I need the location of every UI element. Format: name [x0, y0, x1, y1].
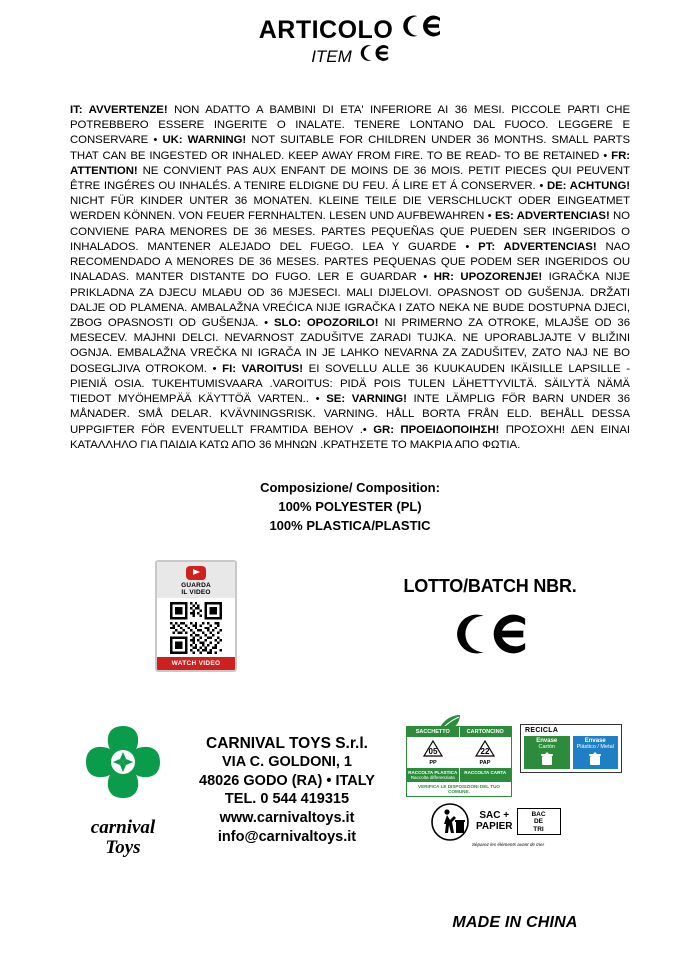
video-badge-header — [157, 562, 235, 599]
company-info-block — [172, 734, 402, 847]
paper-code-cell — [459, 740, 511, 766]
svg-text:22: 22 — [480, 746, 490, 756]
recicla-bins — [521, 736, 621, 773]
recycling-symbols-block — [400, 714, 630, 847]
svg-text:carnival: carnival — [90, 816, 156, 838]
composition-block — [0, 479, 700, 536]
bac-line-2: DE — [533, 818, 544, 826]
recycling-bin-icon — [539, 752, 555, 766]
sac-papier-note: Séparez les éléments avant de trier — [471, 841, 545, 847]
multilingual-warnings-text: IT: AVVERTENZE! NON ADATTO A BAMBINI DI ETA' INFERIORE AI 36 MESI. PICCOLE PARTI CHE POTREBBERO ESSERE INGERITE O INALATE. TENERE LONTANO DAL FUOCO. LEGGERE E CONSERVARE • UK: WARNING! NOT SUITABLE FOR CHILDREN UNDER 36 MONTHS. SMALL PARTS THAT CAN BE INGESTED OR INHALED. KEEP AWAY FROM FIRE. TO BE READ- TO BE RETAINED • FR: ATTENTION! NE CONVIENT PAS AUX ENFANT DE MOINS DE 36 MOIS. PETIT PIECES QUI PEUVENT ÊTRE INGÉRES OU INHALÉS. A TENIRE ELDIGNE DU FEU. Á LIRE ET Á CONSERVER. • DE: ACHTUNG! NICHT FÜR KINDER UNTER 36 MONATEN. KLEINE TEILE DIE VERSCHLUCKT ODER EINGEATMET WERDEN KÖNNEN. VON FEUER FERNHALTEN. LESEN UND AUFBEWAHREN • ES: ADVERTENCIAS! NO CONVIENE PARA MENORES DE 36 MESES. PARTES PEQUEÑAS QUE PUEDEN SER INGERIDOS O INHALADOS. MANTENER ALEJADO DEL FUEGO. LEA Y GUARDE • PT: ADVERTENCIAS! NAO RECOMENDADO A MENORES DE 36 MESES. PARTES PEQUENAS QUE PODEM SER INGERIDOS OU INALADAS. MANTER DISTANTE DO FUGO. LER E GUARDAR • HR: UPOZORENJE! IGRAČKA NIJE PRIKLADNA ZA DJECU MLAĐU OD 36 MJESECI. MALI DIJELOVI. OPASNOST OD GUŠENJA. DRŽATI DALJE OD PLAMENA. AMBALAŽNA VREĆICA NIJE IGRAČKA I ZATO NEKA NE BUDE DOSTUPNA DJECI, ZBOG OPASNOSTI OD GUŠENJA. • SLO: OPOZORILO! NI PRIMERNO ZA OTROKE, MLAJŠE OD 36 MESECEV. MAJHNI DELCI. NEVARNOST ZADUŠITVE ZARADI TUJKA. NE UPORABLJAJTE V BLIŽINI OGNJA. EMBALAŽNA VREČKA NI IGRAČA IN JE LAHKO NEVARNA ZA ZADUŠITEV, ZATO NAJ NE BO DOSEGLJIVA OTROKOM. • FI: VAROITUS! EI SOVELLU ALLE 36 KUUKAUDEN IKÄISILLE LAPSILLE - PIENIÄ OSIA. TUKEHTUMISVAARA .VAROITUS: PIDÄ POIS TULEN LÄHETTYVILTÄ. SÄILYTÄ NÄMÄ TIEDOT MYÖHEMPÄÄ KÄYTTÖÄ VARTEN.. • SE: VARNING! INTE LÄMPLIG FÖR BARN UNDER 36 MÅNADER. SMÅ DELAR. KVÄVNINGSRISK. VARNING. HÅLL BORTA FRÅN ELD. BEHÅLL DESSA UPPGIFTER FÖR EVENTUELLT FRAMTIDA BEHOV .• GR: ΠΡΟΕΙΔΟΠΟΙΗΣΗ! ΠΡΟΣΟΧΗ! ΔΕΝ ΕΙΝΑΙ ΚΑΤΑΛΛΗΛΟ ΓΙΑ ΠΑΙΔΙΑ ΚΑΤΩ ΑΠΟ 36 ΜΗΝΩΝ .ΚΡΑΤΗΣΕΤΕ ΤΟ ΜΑΚΡΙΑ ΑΠΟ ΦΩΤΙΑ. — [70, 103, 631, 451]
composition-title: Composizione/ Composition: — [260, 479, 440, 495]
raccolta-plastica-line-1: RACCOLTA PLASTICA — [408, 769, 458, 775]
svg-text:05: 05 — [428, 746, 438, 756]
sac-papier-text — [476, 811, 513, 832]
header-articolo-row — [0, 14, 700, 43]
middle-row — [0, 558, 700, 708]
ce-mark-small-icon — [359, 44, 389, 62]
page-subtitle: ITEM — [311, 47, 352, 67]
qr-code-icon — [157, 598, 235, 657]
svg-text:Toys: Toys — [105, 836, 141, 858]
carnival-toys-logo — [78, 724, 168, 863]
sac-papier-line-2: PAPIER — [476, 820, 513, 832]
plastic-code-cell — [407, 740, 459, 766]
recycling-label-header — [407, 727, 511, 737]
envase-carton-bin — [524, 736, 570, 770]
made-in-china-label: MADE IN CHINA — [452, 913, 578, 931]
envase-carton-line-2: Cartón — [538, 744, 555, 751]
raccolta-carta-cell — [460, 768, 512, 783]
page-title: ARTICOLO — [258, 16, 394, 44]
watch-video-qr-badge[interactable] — [155, 560, 237, 673]
composition-line-1: 100% POLYESTER (PL) — [278, 498, 422, 514]
recycling-label-footer — [407, 768, 511, 783]
carnival-toys-wordmark — [78, 814, 168, 863]
spanish-recycling-label — [520, 724, 622, 774]
recycling-codes-row — [407, 737, 511, 768]
clover-logo-icon — [78, 724, 168, 812]
ce-mark-large-icon — [360, 611, 620, 657]
raccolta-plastica-cell — [407, 768, 460, 783]
composition-line-2: 100% PLASTICA/PLASTIC — [269, 517, 431, 533]
envase-plastico-line-1: Envase — [584, 737, 606, 744]
company-telephone: TEL. 0 544 419315 — [224, 791, 350, 808]
envase-plastico-line-2: Plástico / Metal — [576, 744, 614, 751]
recycling-row-top — [400, 714, 630, 794]
envase-carton-line-1: Envase — [536, 737, 558, 744]
watch-video-label: WATCH VIDEO — [157, 657, 235, 670]
youtube-play-icon — [186, 566, 206, 580]
envase-plastico-bin — [573, 736, 619, 770]
raccolta-carta-line-1: RACCOLTA CARTA — [464, 769, 507, 775]
tidyman-icon — [428, 802, 472, 842]
recycling-bin-icon — [587, 752, 603, 766]
bac-line-3: TRI — [533, 825, 544, 833]
raccolta-plastica-line-2: Raccolta differenziata — [410, 774, 455, 780]
paper-material-code: PAP — [479, 759, 491, 766]
italian-recycling-label — [406, 726, 512, 798]
lotto-batch-block — [360, 576, 620, 657]
header-item-row — [0, 44, 700, 67]
ce-mark-icon — [401, 14, 441, 38]
recicla-title: RECICLA — [525, 726, 559, 734]
cartoncino-header: CARTONCINO — [460, 727, 512, 737]
company-address: VIA C. GOLDONI, 1 — [222, 754, 352, 771]
plastic-material-code: PP — [429, 759, 437, 766]
video-badge-title-line-1: GUARDA — [181, 581, 211, 589]
recycling-disposal-note: VERIFICA LE DISPOSIZIONI DEL TUO COMUNE. — [418, 784, 500, 795]
lotto-batch-title: LOTTO/BATCH NBR. — [403, 575, 577, 596]
video-badge-title-line-2: IL VIDEO — [181, 588, 211, 596]
bac-de-tri-icon — [517, 808, 561, 834]
company-email[interactable]: info@carnivaltoys.it — [217, 828, 357, 845]
bac-line-1: BAC — [531, 811, 546, 819]
page-header — [0, 0, 700, 67]
company-name: CARNIVAL TOYS S.r.l. — [206, 734, 368, 752]
company-city: 48026 GODO (RA) • ITALY — [199, 772, 375, 789]
company-website[interactable]: www.carnivaltoys.it — [219, 809, 355, 826]
sacchetto-header: SACCHETTO — [407, 727, 460, 737]
bottom-row — [0, 714, 700, 974]
sac-papier-line-1: SAC + — [479, 810, 510, 821]
french-recycling-label — [428, 802, 588, 842]
